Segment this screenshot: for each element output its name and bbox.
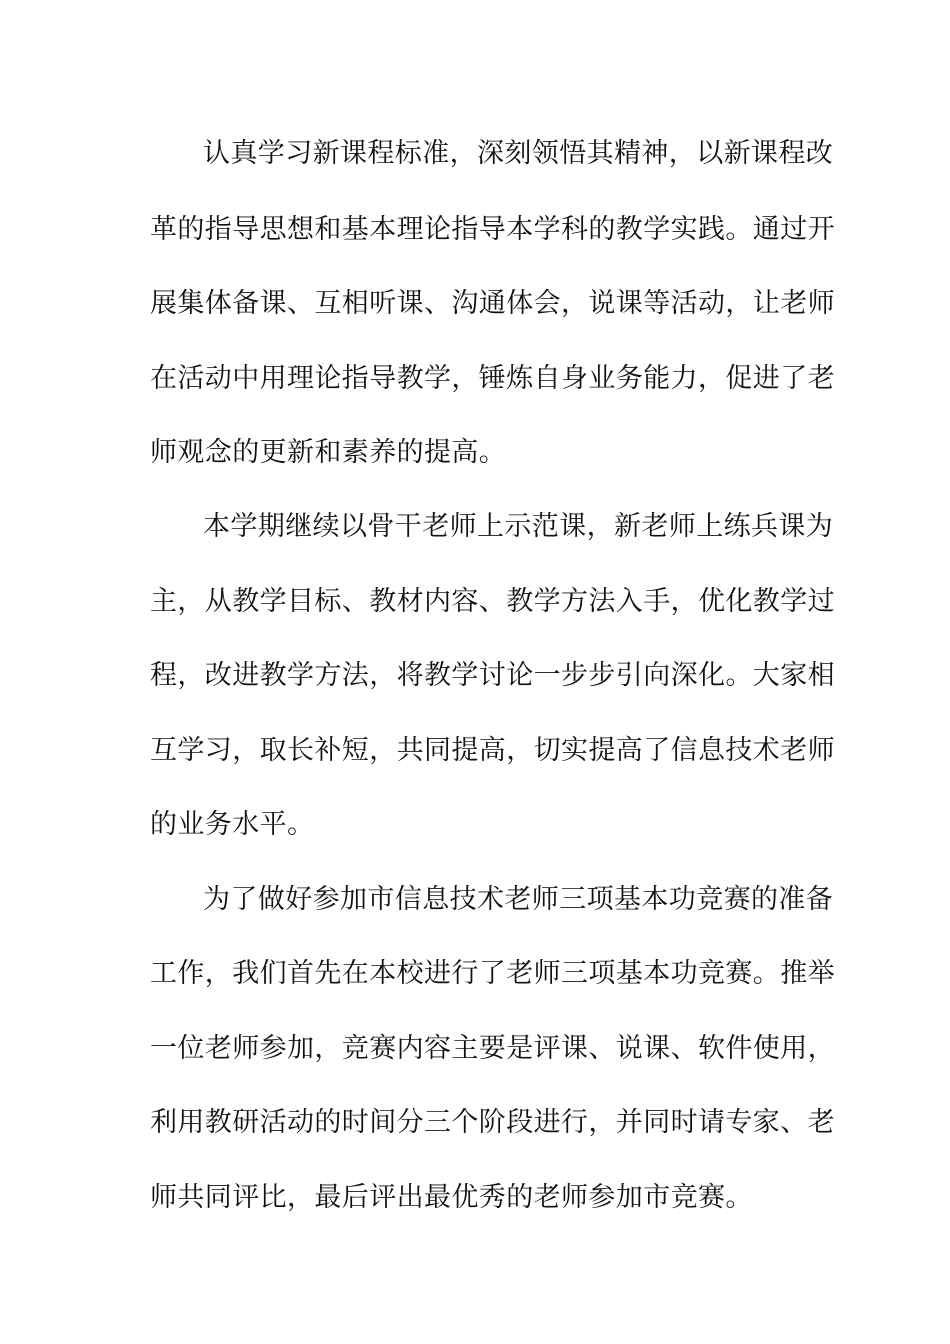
paragraph-2-line-1: 本学期继续以骨干老师上示范课，新老师上练兵课为 [203, 511, 834, 542]
paragraph-3-line-3: 一位老师参加，竞赛内容主要是评课、说课、软件使用， [150, 1033, 835, 1064]
paragraph-1-line-4: 在活动中用理论指导教学，锤炼自身业务能力，促进了老 [150, 363, 835, 394]
paragraph-1-line-1: 认真学习新课程标准，深刻领悟其精神，以新课程改 [203, 138, 834, 169]
paragraph-1-line-2: 革的指导思想和基本理论指导本学科的教学实践。通过开 [150, 214, 835, 245]
paragraph-2-line-5: 的业务水平。 [150, 809, 315, 840]
paragraph-3-line-2: 工作，我们首先在本校进行了老师三项基本功竞赛。推举 [150, 958, 835, 989]
paragraph-2-line-3: 程，改进教学方法，将教学讨论一步步引向深化。大家相 [150, 660, 835, 691]
paragraph-1-line-3: 展集体备课、互相听课、沟通体会，说课等活动，让老师 [150, 288, 835, 319]
paragraph-3-line-5: 师共同评比，最后评出最优秀的老师参加市竞赛。 [150, 1182, 753, 1213]
paragraph-2-line-4: 互学习，取长补短，共同提高，切实提高了信息技术老师 [150, 735, 835, 766]
paragraph-3-line-1: 为了做好参加市信息技术老师三项基本功竞赛的准备 [203, 884, 834, 915]
paragraph-3-line-4: 利用教研活动的时间分三个阶段进行，并同时请专家、老 [150, 1107, 835, 1138]
paragraph-1-line-5: 师观念的更新和素养的提高。 [150, 437, 507, 468]
paragraph-2-line-2: 主，从教学目标、教材内容、教学方法入手，优化教学过 [150, 586, 835, 617]
